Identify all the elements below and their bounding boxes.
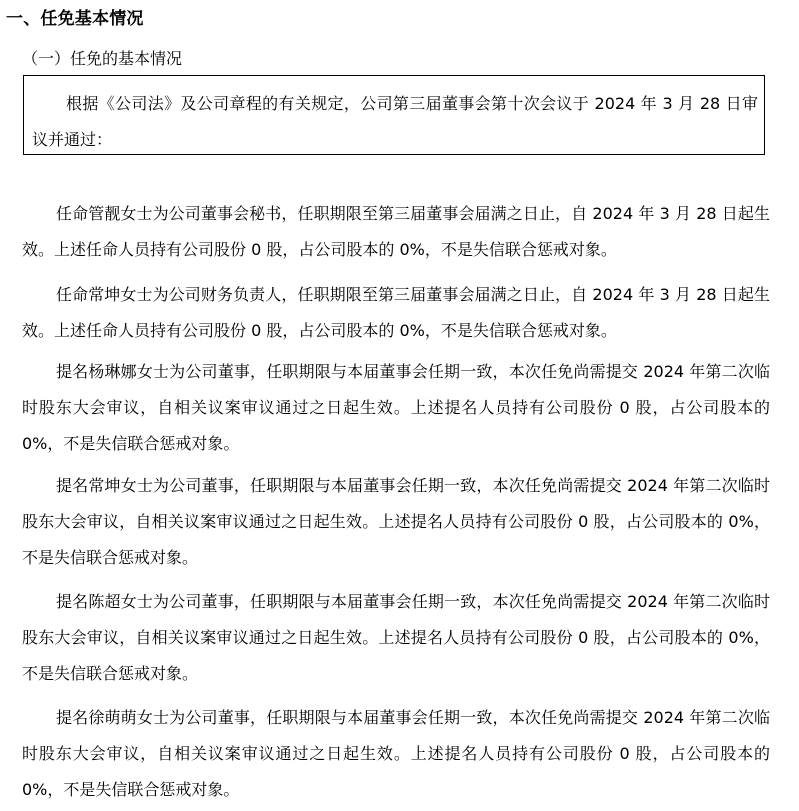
- paragraph-nomination-chang: 提名常坤女士为公司董事，任职期限与本届董事会任期一致，本次任免尚需提交 2024 年第二次临时股东大会审议，自相关议案审议通过之日起生效。上述提名人员持有公司股份 0 股，占公司股本的 0%，不是失信联合惩戒对象。: [22, 476, 770, 567]
- paragraph-appointment-secretary: 任命管靓女士为公司董事会秘书，任职期限至第三届董事会届满之日止，自 2024 年 3 月 28 日起生效。上述任命人员持有公司股份 0 股，占公司股本的 0%，不是失信联合惩戒对象。: [22, 204, 770, 259]
- subsection-heading: （一）任免的基本情况: [22, 49, 183, 68]
- section-heading: 一、任免基本情况: [6, 9, 144, 29]
- paragraph-nomination-chen: 提名陈超女士为公司董事，任职期限与本届董事会任期一致，本次任免尚需提交 2024 年第二次临时股东大会审议，自相关议案审议通过之日起生效。上述提名人员持有公司股份 0 股，占公司股本的 0%，不是失信联合惩戒对象。: [22, 592, 770, 683]
- intro-box: [23, 75, 765, 155]
- paragraph-nomination-xu: 提名徐萌萌女士为公司董事，任职期限与本届董事会任期一致，本次任免尚需提交 2024 年第二次临时股东大会审议，自相关议案审议通过之日起生效。上述提名人员持有公司股份 0 股，占公司股本的 0%，不是失信联合惩戒对象。: [22, 708, 770, 799]
- paragraph-nomination-yang: 提名杨琳娜女士为公司董事，任职期限与本届董事会任期一致，本次任免尚需提交 2024 年第二次临时股东大会审议，自相关议案审议通过之日起生效。上述提名人员持有公司股份 0 股，占公司股本的 0%，不是失信联合惩戒对象。: [22, 362, 770, 453]
- intro-text: 根据《公司法》及公司章程的有关规定，公司第三届董事会第十次会议于 2024 年 3 月 28 日审议并通过：: [32, 94, 758, 149]
- paragraph-appointment-finance: 任命常坤女士为公司财务负责人，任职期限至第三届董事会届满之日止，自 2024 年 3 月 28 日起生效。上述任命人员持有公司股份 0 股，占公司股本的 0%，不是失信联合惩戒对象。: [22, 285, 770, 340]
